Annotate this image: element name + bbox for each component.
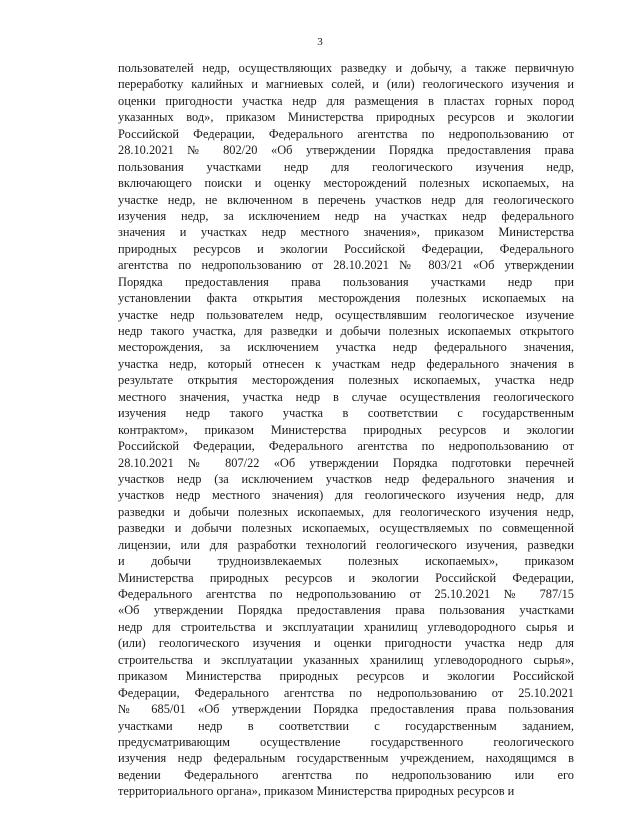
text-line: участке недр, не включенном в перечень участков недр для геологического <box>118 192 574 207</box>
text-line: включающего поиски и оценку месторождений полезных ископаемых, на <box>118 176 574 191</box>
text-line: изучения недр такого участка в соответствии с государственным <box>118 406 574 421</box>
text-line: участков недр (за исключением участков недр федерального значения и <box>118 471 574 486</box>
text-line: природных ресурсов и экологии Российской Федерации, Федерального <box>118 241 574 256</box>
text-line: агентства по недропользованию от 28.10.2021 № 803/21 «Об утверждении <box>118 258 574 273</box>
text-line: № 685/01 «Об утверждении Порядка предоставления права пользования <box>118 702 574 717</box>
text-line: Порядка предоставления права пользования участками недр при <box>118 274 574 289</box>
text-line: участков недр местного значения) для геологического изучения недр, для <box>118 488 574 503</box>
text-line: «Об утверждении Порядка предоставления права пользования участками <box>118 603 574 618</box>
text-line: территориального органа», приказом Министерства природных ресурсов и <box>118 784 515 799</box>
text-line: местного значения, участка недр в случае осуществления геологического <box>118 389 574 404</box>
text-line: ведении Федерального агентства по недропользованию или его <box>118 767 574 782</box>
text-line: участками недр в соответствии с государственным заданием, <box>118 718 574 733</box>
text-line: разведки и добычи полезных ископаемых, для геологического изучения недр, <box>118 504 574 519</box>
text-line: предусматривающим осуществление государственного геологического <box>118 734 574 749</box>
text-line: указанных вод», приказом Министерства природных ресурсов и экологии <box>118 110 574 125</box>
text-line: Федерации, Федерального агентства по недропользованию от 25.10.2021 <box>118 685 574 700</box>
text-line: 28.10.2021 № 802/20 «Об утверждении Порядка предоставления права <box>118 143 574 158</box>
text-line: месторождения, за исключением участка недр федерального значения, <box>118 340 574 355</box>
text-line: разведки и добычи полезных ископаемых, осуществляемых по совмещенной <box>118 521 574 536</box>
text-line: изучения недр федеральным государственным учреждением, находящимся в <box>118 751 574 766</box>
text-line: и добычи трудноизвлекаемых полезных ископаемых», приказом <box>118 554 574 569</box>
text-line: Российской Федерации, Федерального агентства по недропользованию от <box>118 439 574 454</box>
text-line: значения и участках недр местного значения», приказом Министерства <box>118 225 574 240</box>
text-line: приказом Министерства природных ресурсов и экологии Российской <box>118 669 574 684</box>
text-line: оценки пригодности участка недр для размещения в пластах горных пород <box>118 93 574 108</box>
text-line: изучения недр, за исключением недр на участках недр федерального <box>118 208 574 223</box>
page-number: 3 <box>317 36 323 48</box>
text-line: недр для строительства и эксплуатации хранилищ углеводородного сырья и <box>118 619 574 634</box>
text-line: участке недр пользователем недр, осуществлявшим геологическое изучение <box>118 307 574 322</box>
text-line: установлении факта открытия месторождения полезных ископаемых на <box>118 291 574 306</box>
text-line: результате открытия месторождения полезных ископаемых, участка недр <box>118 373 574 388</box>
text-line: Федерального агентства по недропользованию от 25.10.2021 № 787/15 <box>118 587 574 601</box>
text-line: Министерства природных ресурсов и экологии Российской Федерации, <box>118 570 574 585</box>
text-line: (или) геологического изучения и оценки пригодности участка недр для <box>118 636 574 651</box>
text-line: переработку калийных и магниевых солей, и (или) геологического изучения и <box>118 77 574 92</box>
document-body <box>118 60 574 800</box>
text-line: пользования участками недр для геологического изучения недр, <box>118 159 574 174</box>
text-line: 28.10.2021 № 807/22 «Об утверждении Порядка подготовки перечней <box>118 455 574 470</box>
text-line: лицензии, или для разработки технологий геологического изучения, разведки <box>118 537 574 552</box>
text-line: строительства и эксплуатации указанных хранилищ углеводородного сырья», <box>118 652 574 667</box>
text-line: участка недр, который отнесен к участкам недр федерального значения в <box>118 356 574 371</box>
text-line: недр такого участка, для разведки и добычи полезных ископаемых открытого <box>118 324 574 338</box>
text-line: пользователей недр, осуществляющих разведку и добычу, а также первичную <box>118 61 574 75</box>
text-line: Российской Федерации, Федерального агентства по недропользованию от <box>118 126 574 141</box>
text-line: контрактом», приказом Министерства природных ресурсов и экологии <box>118 422 574 437</box>
